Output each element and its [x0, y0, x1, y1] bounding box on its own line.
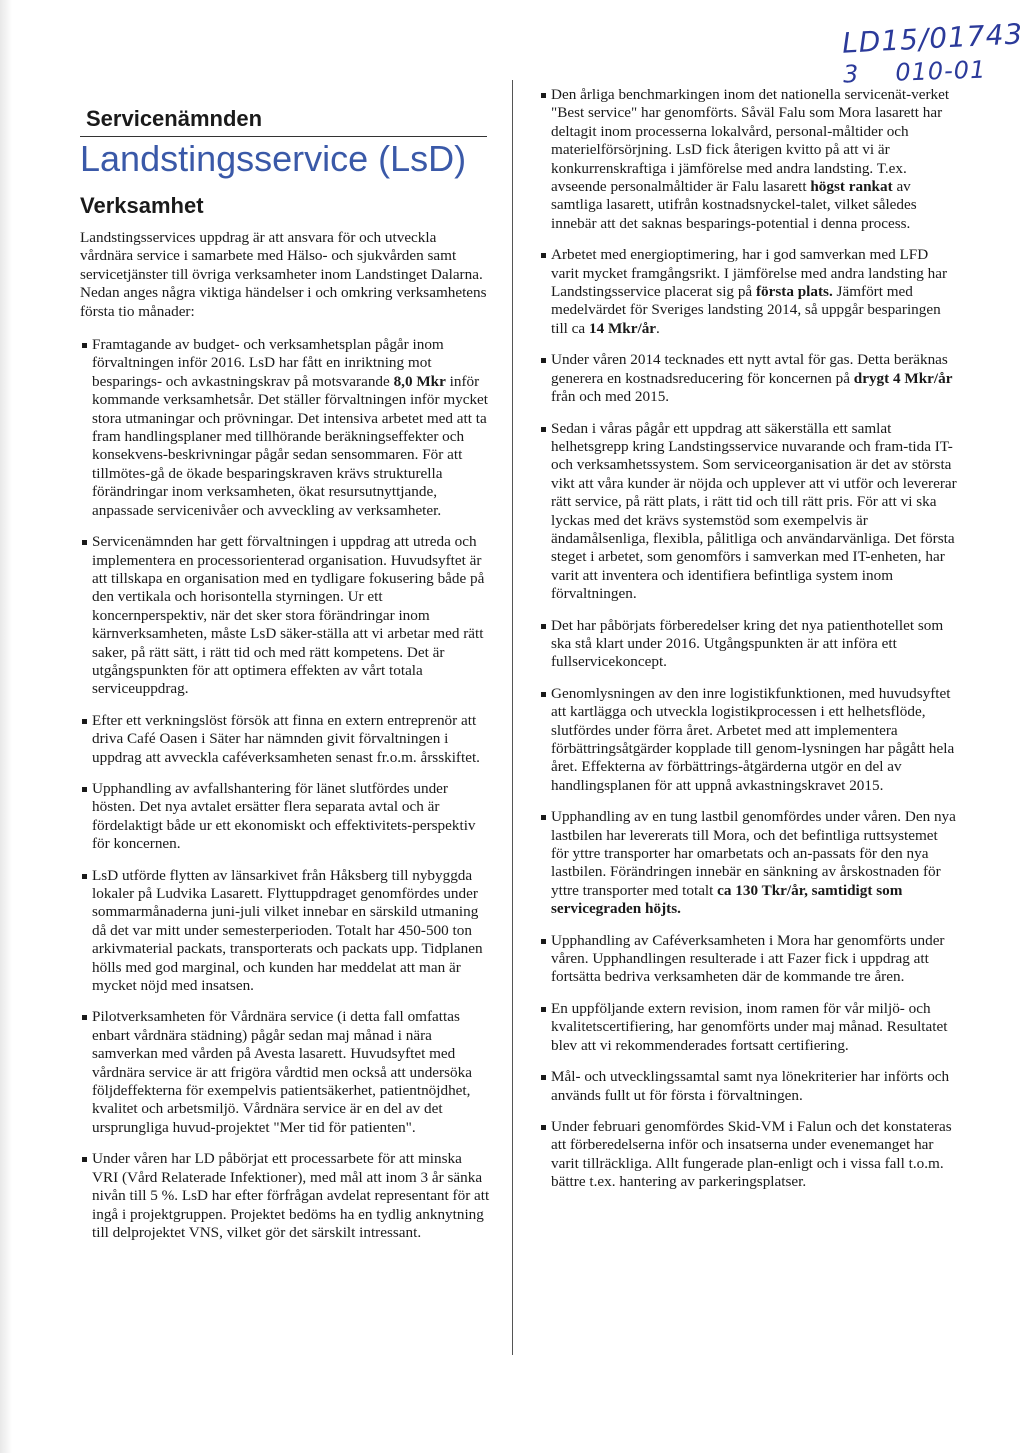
list-item: LsD utförde flytten av länsarkivet från Håksberg till nybyggda lokaler på Ludvika Lasarett. Flyttuppdraget genomfördes under sommarmånaderna juni-juli vilket innebar en särskild utmaning då det var mitt under semesterperioden. Totalt har 450-500 ton arkivmaterial packats, transporterats och packats upp. Tidplanen hölls med god marginal, och kunden har meddelat att man är mycket nöjd med insatsen.	[80, 867, 490, 996]
list-item: Efter ett verkningslöst försök att finna en extern entreprenör att driva Café Oasen i Säter har nämnden givit förvaltningen i uppdrag att avveckla caféverksamheten senast fr.o.m. årsskiftet.	[80, 712, 490, 767]
list-item: Arbetet med energioptimering, har i god samverkan med LFD varit mycket framgångsrikt. I jämförelse med andra landsting har Landstingsservice placerat sig på första plats. Jämfört med medelvärdet för Sveriges landsting 2014, så uppgår besparingen till ca 14 Mkr/år.	[539, 246, 959, 338]
list-item: Servicenämnden har gett förvaltningen i uppdrag att utreda och implementera en processorienterad organisation. Huvudsyftet är att tillskapa en organisation med en tydligare fokusering både på den vertikala och horisontella styrningen. Ur ett koncernperspektiv, när det sker stora förändringar inom kärnverksamheten, måste LsD säker-ställa att vi arbetar med rätt saker, på rätt sätt, i rätt tid och med rätt kompetens. Det är utgångspunkten för att optimera effekten av vårt totala serviceuppdrag.	[80, 533, 490, 699]
right-bullet-list	[539, 86, 959, 1192]
scan-edge-shadow	[0, 0, 12, 1453]
intro-paragraph: Landstingsservices uppdrag är att ansvara för och utveckla vårdnära service i samarbete med Hälso- och sjukvården samt servicetjänster till övriga verksamheter inom Landstinget Dalarna. Nedan anges några viktiga händelser i och omkring verksamhetens första tio månader:	[80, 229, 487, 320]
list-item: Upphandling av avfallshantering för länet slutfördes under hösten. Det nya avtalet ersätter flera separata avtal och är fördelaktigt både ur ett ekonomiskt och effektivitets-perspektiv för koncernen.	[80, 780, 490, 854]
list-item: Mål- och utvecklingssamtal samt nya lönekriterier har införts och används fullt ut för första i förvaltningen.	[539, 1068, 959, 1105]
list-item: Den årliga benchmarkingen inom det nationella servicenät-verket "Best service" har genomförts. Såväl Falu som Mora lasarett har deltagit inom processerna lokalvård, personal-måltider och materielförsörjning. LsD fick återigen kvitto på att vi är konkurrenskraftiga i jämförelse med andra landsting. T.ex. avseende personalmåltider är Falu lasarett högst rankat av samtliga lasarett, utifrån kostnadsnyckel-talet, vilket således innebär att det saknas besparings-potential i denna process.	[539, 86, 959, 233]
subtitle: Verksamhet	[80, 193, 204, 218]
list-item: Sedan i våras pågår ett uppdrag att säkerställa ett samlat helhetsgrepp kring Landstingsservice nuvarande och fram-tida IT- och verksamhetssystem. Som serviceorganisation är det av största vikt att våra kunder är nöjda och upplever att vi utför och levererar rätt service, på rätt plats, i rätt tid och till rätt pris. För att vi ska lyckas med det krävs systemstöd som exempelvis är ändamålsenliga, flexibla, pålitliga och användarvänliga. Det första steget i arbetet, som genomförs i samverkan med IT-enheten, har varit att inventera och identifiera befintliga system inom förvaltningen.	[539, 420, 959, 604]
left-column	[80, 100, 490, 1255]
list-item: Genomlysningen av den inre logistikfunktionen, med huvudsyftet att kartlägga och utveckla logistikprocessen i ett helhetsflöde, slutfördes under förra året. Arbetet med att implementera förbättringsåtgärder kopplade till genom-lysningen har pågått hela året. Effekterna av förbättrings-åtgärderna utgör en del av handlingsplanen för att uppnå avkastningskravet 2015.	[539, 685, 959, 795]
page-title: Landstingsservice (LsD)	[80, 138, 467, 179]
heading-rule	[80, 136, 487, 137]
list-item: Det har påbörjats förberedelser kring det nya patienthotellet som ska stå klart under 2016. Utgångspunkten är att införa ett fullservicekoncept.	[539, 617, 959, 672]
list-item: Upphandling av Caféverksamheten i Mora har genomförts under våren. Upphandlingen resulterade i att Fazer fick i uppdrag att fortsätta bedriva verksamheten där de kommande tre åren.	[539, 932, 959, 987]
section-heading: Servicenämnden	[86, 106, 263, 131]
list-item: Under våren 2014 tecknades ett nytt avtal för gas. Detta beräknas generera en kostnadsreducering för koncernen på drygt 4 Mkr/år från och med 2015.	[539, 351, 959, 406]
list-item: Under februari genomfördes Skid-VM i Falun och det konstateras att förberedelserna inför och insatserna under evenemanget har varit tillräckliga. Allt fungerade plan-enligt och i vissa fall t.o.m. bättre t.ex. hantering av parkeringsplatser.	[539, 1118, 959, 1192]
handwritten-reference-line1: LD15/01743	[841, 17, 1024, 60]
left-bullet-list	[80, 336, 490, 1242]
column-divider	[512, 80, 513, 1355]
list-item: Upphandling av en tung lastbil genomfördes under våren. Den nya lastbilen har levererats till Mora, och det befintliga ruttsystemet för yttre transporter har omarbetats och an-passats för den nya lastbilen. Förändringen innebär en sänkning av årskostnaden för yttre transporter med totalt ca 130 Tkr/år, samtidigt som servicegraden höjts.	[539, 808, 959, 918]
handwritten-reference-line2: 3 010-01	[842, 55, 987, 89]
right-column	[539, 86, 959, 1205]
list-item: Under våren har LD påbörjat ett processarbete för att minska VRI (Vård Relaterade Infektioner), med mål att inom 3 år sänka nivån till 5 %. LsD har efter förfrågan avdelat representant för att ingå i projektgruppen. Projektet bedöms ha en tydlig anknytning till delprojektet VNS, vilket gör det särskilt intressant.	[80, 1150, 490, 1242]
list-item: Framtagande av budget- och verksamhetsplan pågår inom förvaltningen inför 2016. LsD har fått en inriktning mot besparings- och avkastningskrav på motsvarande 8,0 Mkr inför kommande verksamhetsår. Det ställer förvaltningen inför mycket stora utmaningar och prövningar. Det intensiva arbetet med att ta fram handlingsplaner med tillhörande beräkningseffekter och konsekvens-beskrivningar pågår sedan sensommaren. För att tillmötes-gå de ökade besparingskraven krävs strukturella förändringar inom verksamheten, ökat resursutnyttjande, anpassade servicenivåer och avveckling av verksamheter.	[80, 336, 490, 520]
list-item: Pilotverksamheten för Vårdnära service (i detta fall omfattas enbart vårdnära städning) pågår sedan maj månad i nära samverkan med vården på Avesta lasarett. Huvudsyftet med vårdnära service är att frigöra vårdtid men också att undersöka följdeffekterna för exempelvis patientsäkerhet, patientnöjdhet, kvalitet och arbetsmiljö. Vårdnära service är en del av det ursprungliga huvud-projektet "Mer tid för patienten".	[80, 1008, 490, 1137]
list-item: En uppföljande extern revision, inom ramen för vår miljö- och kvalitetscertifiering, har genomförts under maj månad. Resultatet blev att vi rekommenderades fortsatt certifiering.	[539, 1000, 959, 1055]
